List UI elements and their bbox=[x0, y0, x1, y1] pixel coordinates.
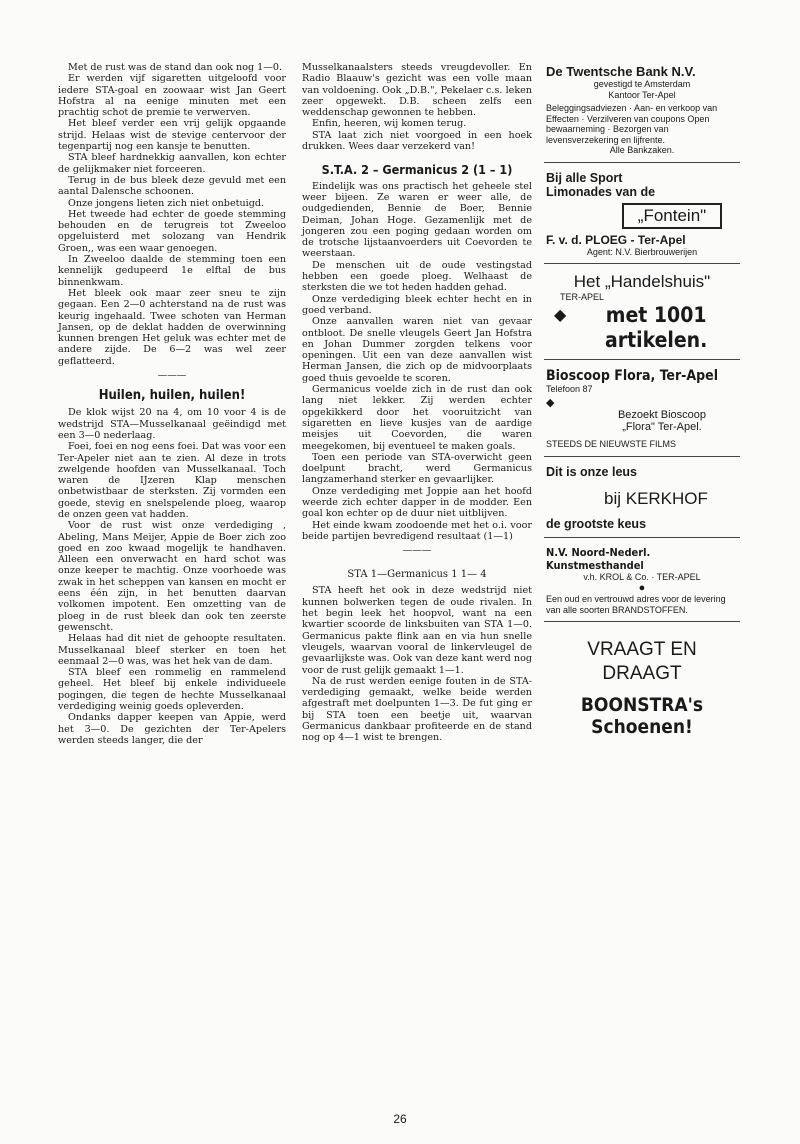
article-column-1 bbox=[58, 62, 286, 746]
diamond-icon: ◆ bbox=[554, 306, 567, 324]
paragraph: Het bleek ook maar zeer sneu te zijn gegaan. Een 2—0 achterstand na de rust was keurig ingehaald. Twee schoten van Herman Jansen, op de deklat hadden de overwinning kunnen brengen Het geluk was echter met de andere zijde. De 6—2 was wel zeer geflatteerd. bbox=[58, 287, 286, 367]
ad-title: De Twentsche Bank N.V. bbox=[546, 64, 696, 79]
ad-fontein bbox=[544, 163, 740, 265]
paragraph: Germanicus voelde zich in de rust dan ook lang niet lekker. Zij werden echter opgekikkerd door het vooruitzicht van sigaretten en lieve kusjes van de aardige meisjes uit Coevorden, die waren meegekomen, bij eventueel te maken goals. bbox=[302, 384, 532, 452]
ad-text: Een oud en vertrouwd adres voor de levering van alle soorten BRANDSTOFFEN. bbox=[546, 594, 726, 615]
ad-boonstra bbox=[544, 622, 740, 738]
ad-subtitle: gevestigd te Amsterdam bbox=[593, 79, 691, 89]
article-heading: S.T.A. 2 – Germanicus 2 (1 – 1) bbox=[321, 162, 513, 178]
ad-kerkhof bbox=[544, 457, 740, 538]
paragraph: Het bleef verder een vrij gelijk opgaande strijd. Helaas wist de stevige centervoor der tegenpartij nog een kansje te benutten. bbox=[58, 118, 286, 153]
separator: ——— bbox=[402, 545, 432, 557]
paragraph: De menschen uit de oude vestingstad hebben een goede ploeg. Welhaast de sterksten die we tot heden hadden gehad. bbox=[302, 259, 532, 294]
ad-title: Limonades van de bbox=[546, 184, 656, 199]
ad-slogan: artikelen. bbox=[605, 327, 708, 352]
ad-slogan: DRAAGT bbox=[602, 663, 682, 684]
paragraph: Musselkanaalsters steeds vreugdevoller. En Radio Blaauw's gezicht was een volle maan van voldoening. Ook „D.B.", Pekelaer c.s. leken zeer opgewekt. D.B. scheen zelfs een weddenschap gewonnen te hebben. bbox=[302, 62, 532, 119]
paragraph: STA bleef hardnekkig aanvallen, kon echter de gelijkmaker niet forceeren. bbox=[58, 152, 286, 175]
paragraph: De klok wijst 20 na 4, om 10 voor 4 is de wedstrijd STA—Musselkanaal geëindigd met een 3—0 nederlaag. bbox=[58, 407, 286, 441]
dot-icon: ● bbox=[638, 582, 646, 594]
paragraph: Na de rust werden eenige fouten in de STA-verdediging gemaakt, welke beide werden afgestraft met doelpunten 1—3. De fut ging er bij STA toen een beetje uit, waarvan Germanicus dankbaar profiteerde en de stand nog op 4—1 wist te brengen. bbox=[302, 675, 532, 744]
ad-kunstmesthandel bbox=[544, 538, 740, 623]
paragraph: Onze verdediging bleek echter hecht en in goed verband. bbox=[302, 293, 532, 316]
ad-slogan: Dit is onze leus bbox=[546, 464, 637, 479]
fontein-box: „Fontein" bbox=[622, 203, 722, 229]
paragraph: STA heeft het ook in deze wedstrijd niet kunnen bolwerken tegen de oude rivalen. In het begin leek het hoopvol, want na een kwartier scoorde de linksbuiten van STA 1—0. Germanicus pakte flink aan en via hun snelle vleugels, waarvan vooral de linkervleugel de gevaarlijkste was. Ook van deze kant werd nog voor de rust gelijk gemaakt 1—1. bbox=[302, 585, 532, 676]
ad-text: Bezoekt Bioscoop bbox=[617, 409, 707, 421]
intro-text bbox=[58, 62, 286, 367]
paragraph: Ondanks dapper keepen van Appie, werd het 3—0. De gezichten der Ter-Apelers werden steeds langer, die der bbox=[58, 712, 286, 746]
paragraph: STA laat zich niet voorgoed in een hoek drukken. Wees daar verzekerd van! bbox=[302, 129, 532, 153]
paragraph: Onze verdediging met Joppie aan het hoofd weerde zich echter dapper in de modder. Een goal kon echter op de duur niet uitblijven. bbox=[302, 485, 532, 520]
paragraph: Er werden vijf sigaretten uitgeloofd voor iedere STA-goal en zoowaar wist Jan Geert Hofstra al na eenige minuten met een prachtig schot de premie te verwerven. bbox=[58, 73, 286, 119]
ad-subtitle: Kantoor Ter-Apel bbox=[608, 89, 676, 100]
ad-bioscoop-flora bbox=[544, 360, 740, 457]
ad-text: Telefoon 87 bbox=[546, 383, 593, 394]
paragraph: Het einde kwam zoodoende met het o.i. voor beide partijen bevredigend resultaat (1—1) bbox=[302, 519, 532, 542]
article-heading: Huilen, huilen, huilen! bbox=[98, 388, 246, 404]
ad-text: Alle Bankzaken. bbox=[609, 145, 675, 155]
paragraph: Enfin, heeren, wij komen terug. bbox=[312, 118, 467, 130]
ad-subtitle: v.h. KROL & Co. · TER-APEL bbox=[583, 571, 701, 582]
paragraph: Foei, foei en nog eens foei. Dat was voor een Ter-Apeler niet aan te zien. Al deze in trots zwelgende hoofden van Musselkanaal. Toch waren de IJzeren Klap menschen onbetwistbaar de sterksten. Zij vormden een goede, stevig en snelspelende ploeg, waarop de onzen geen vat hadden. bbox=[58, 441, 286, 520]
ad-text: Agent: N.V. Bierbrouwerijen bbox=[586, 246, 698, 257]
ad-title: Het „Handelshuis" bbox=[573, 272, 711, 291]
paragraph: Helaas had dit niet de gehoopte resultaten. Musselkanaal bleef sterker en toen het eenmaal 2—0 was, was het hek van de dam. bbox=[58, 633, 286, 667]
ad-twentsche-bank bbox=[544, 60, 740, 163]
ad-slogan: bij KERKHOF bbox=[604, 488, 708, 508]
ad-slogan: de grootste keus bbox=[546, 516, 647, 531]
diamond-icon: ◆ bbox=[546, 397, 555, 409]
ad-title: Bij alle Sport bbox=[546, 170, 623, 185]
paragraph: Onze aanvallen waren niet van gevaar ontbloot. De snelle vleugels Geert Jan Hofstra en Johan Dummer zorgden telkens voor openingen. Uit een van deze aanvallen wist Herman Jansen, die zich op de midvoorplaats goed thuis gevoelde te scoren. bbox=[302, 316, 532, 384]
paragraph: Toen een periode van STA-overwicht geen doelpunt bracht, werd Germanicus langzamerhand sterker en gevaarlijker. bbox=[302, 451, 532, 486]
ad-handelshuis bbox=[544, 264, 740, 360]
paragraph: STA bleef een rommelig en rammelend geheel. Het bleef bij enkele individueele pogingen, die tegen de hechte Musselkanaal verdediging weinig goeds opleverden. bbox=[58, 667, 286, 713]
ad-text: F. v. d. PLOEG - Ter-Apel bbox=[546, 232, 686, 247]
ad-text: TER-APEL bbox=[560, 292, 605, 302]
paragraph: Met de rust was de stand dan ook nog 1—0. bbox=[68, 62, 283, 73]
separator: ——— bbox=[157, 370, 187, 382]
paragraph: Terug in de bus bleek deze gevuld met een aantal Dalensche schoonen. bbox=[58, 174, 286, 198]
paragraph: Voor de rust wist onze verdediging , Abeling, Mans Meijer, Appie de Boer zich zoo goed en zoo kwaad mogelijk te handhaven. Alleen een onverwacht en hard schot was onze keeper te machtig. Onze voorhoede was zwak in het scheppen van kansen en mocht er eens één zijn, in het benutten daarvan volkomen impotent. Een omzetting van de ploeg in de rust bleek dan ook ten zeerste gewenscht. bbox=[58, 520, 286, 633]
ad-slogan: VRAAGT EN bbox=[587, 639, 697, 660]
ad-slogan: met 1001 bbox=[605, 302, 707, 327]
article-column-2 bbox=[302, 62, 532, 744]
paragraph: Eindelijk was ons practisch het geheele stel weer bijeen. Ze waren er weer alle, de oudgedienden, Bennie de Boer, Bennie Deiman, Johan Hoge. Gezamenlijk met de jongeren zou een poging gedaan worden om de trotsche lijstaanvoerders uit Coevorden te weerstaan. bbox=[302, 180, 532, 260]
article-heading: STA 1—Germanicus 1 1— 4 bbox=[347, 569, 487, 581]
ad-title: Bioscoop Flora, Ter-Apel bbox=[546, 367, 719, 384]
advertisement-column bbox=[544, 60, 740, 738]
ad-text: „Flora" Ter-Apel. bbox=[622, 421, 702, 433]
ad-title: N.V. Noord-Nederl. Kunstmesthandel bbox=[546, 545, 651, 572]
ad-text: STEEDS DE NIEUWSTE FILMS bbox=[546, 439, 677, 449]
paragraph: Het tweede had echter de goede stemming behouden en de terugreis tot Zweeloo opgeluisterd met solozang van Hendrik Groen,, was een waar genoegen. bbox=[58, 208, 286, 254]
paragraph: In Zweeloo daalde de stemming toen een kennelijk gedupeerd 1e elftal de bus binnenkwam. bbox=[58, 254, 286, 288]
ad-text: Beleggingsadviezen · Aan- en verkoop van Effecten · Verzilveren van coupons Open bewaarneming · Bezorgen van levensverzekering en lijfrente. bbox=[546, 103, 718, 145]
paragraph: Onze jongens lieten zich niet onbetuigd. bbox=[68, 197, 265, 209]
page-number: 26 bbox=[393, 1112, 407, 1126]
ad-title: BOONSTRA's Schoenen! bbox=[580, 694, 704, 738]
